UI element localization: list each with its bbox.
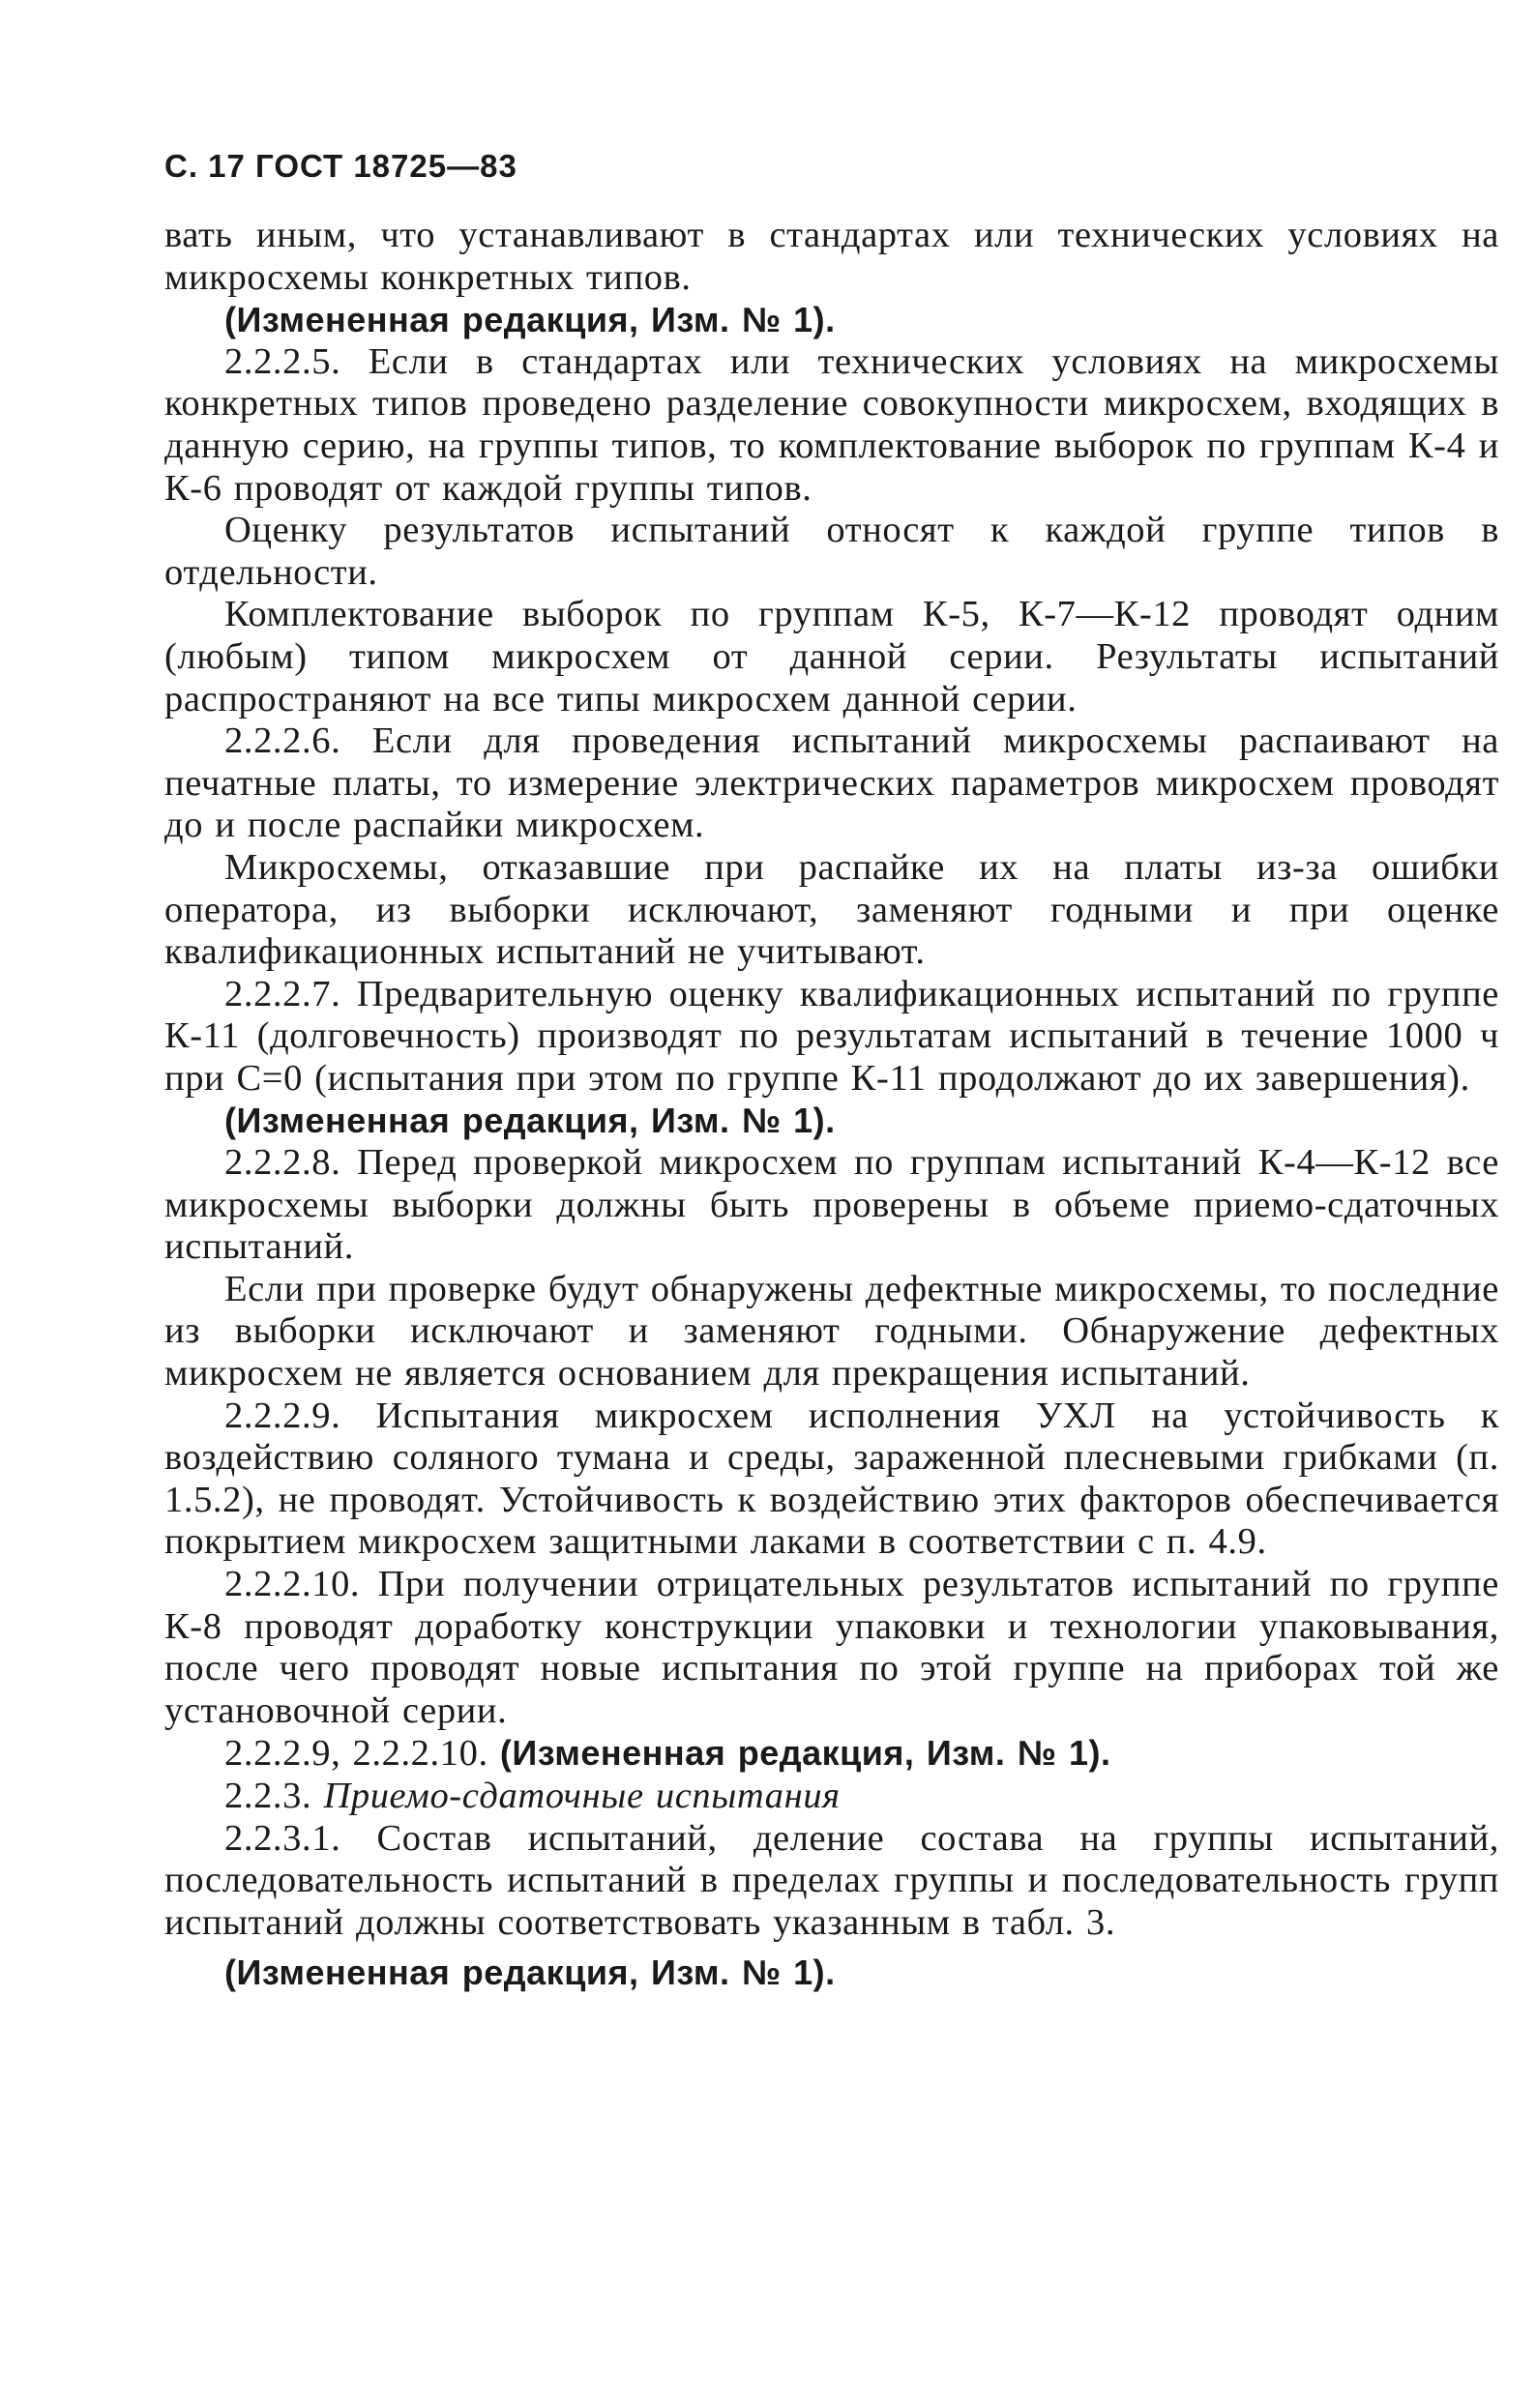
clause-2-2-2-9: 2.2.2.9. Испытания микросхем исполнения УХЛ на устойчивость к воздействию соляного тумана и среды, зараженной плесневыми грибками (п. 1.5.2), не проводят. Устойчивость к воздействию этих факторов обеспечивается покрытием микросхем защитными лаками в соответствии с п. 4.9. <box>164 1395 1499 1563</box>
paragraph: Комплектование выборок по группам К-5, К-7—К-12 проводят одним (любым) типом микросхем от данной серии. Результаты испытаний распространяют на все типы микросхем данной серии. <box>164 594 1499 719</box>
document-page <box>164 145 1499 1994</box>
clause-2-2-2-7: 2.2.2.7. Предварительную оценку квалификационных испытаний по группе К-11 (долговечность) производят по результатам испытаний в течение 1000 ч при C=0 (испытания при этом по группе К-11 продолжают до их завершения). <box>164 973 1499 1099</box>
clause-2-2-2-10: 2.2.2.10. При получении отрицательных результатов испытаний по группе К-8 проводят доработку конструкции упаковки и технологии упаковывания, после чего проводят новые испытания по этой группе на приборах той же установочной серии. <box>164 1564 1499 1731</box>
clause-2-2-3-1: 2.2.3.1. Состав испытаний, деление состава на группы испытаний, последовательность испытаний в пределах группы и последовательность групп испытаний должны соответствовать указанным в табл. 3. <box>164 1817 1499 1943</box>
page-header: С. 17 ГОСТ 18725—83 <box>164 148 517 184</box>
amendment-reference <box>164 1732 1499 1776</box>
section-heading-2-2-3 <box>164 1776 1499 1818</box>
section-title: Приемо-сдаточные испытания <box>323 1775 841 1816</box>
paragraph: Микросхемы, отказавшие при распайке их на платы из-за ошибки оператора, из выборки исключают, заменяют годными и при оценке квалификационных испытаний не учитывают. <box>164 846 1499 973</box>
clause-2-2-2-6: 2.2.2.6. Если для проведения испытаний микросхемы распаивают на печатные платы, то измерение электрических параметров микросхем проводят до и после распайки микросхем. <box>164 720 1499 846</box>
paragraph: Оценку результатов испытаний относят к каждой группе типов в отдельности. <box>164 510 1499 593</box>
clause-refs: 2.2.2.9, 2.2.2.10. <box>224 1733 500 1775</box>
amendment-note: (Измененная редакция, Изм. № 1). <box>499 1733 1111 1774</box>
section-number: 2.2.3. <box>224 1775 324 1816</box>
clause-2-2-2-8: 2.2.2.8. Перед проверкой микросхем по группам испытаний К-4—К-12 все микросхемы выборки должны быть проверены в объеме приемо-сдаточных испытаний. <box>164 1142 1499 1268</box>
paragraph-continuation: вать иным, что устанавливают в стандартах или технических условиях на микросхемы конкретных типов. <box>164 215 1499 298</box>
clause-2-2-2-5: 2.2.2.5. Если в стандартах или технических условиях на микросхемы конкретных типов проведено разделение совокупности микросхем, входящих в данную серию, на группы типов, то комплектование выборок по группам К-4 и К-6 проводят от каждой группы типов. <box>164 340 1499 509</box>
amendment-note: (Измененная редакция, Изм. № 1). <box>224 1101 836 1141</box>
amendment-note: (Измененная редакция, Изм. № 1). <box>224 1953 836 1993</box>
amendment-note: (Измененная редакция, Изм. № 1). <box>224 300 836 340</box>
paragraph: Если при проверке будут обнаружены дефектные микросхемы, то последние из выборки исключают и заменяют годными. Обнаружение дефектных микросхем не является основанием для прекращения испытаний. <box>164 1268 1499 1395</box>
